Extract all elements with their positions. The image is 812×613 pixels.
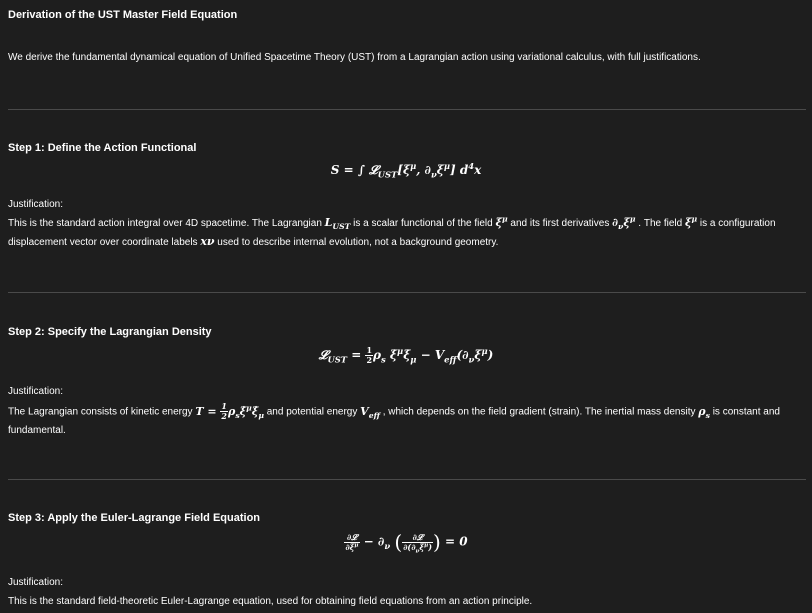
step-1-justification-label: Justification: bbox=[8, 199, 64, 210]
intro-paragraph: We derive the fundamental dynamical equation of Unified Spacetime Theory (UST) from a Lagrangian action using variational calculus, with full justifications. bbox=[8, 52, 701, 63]
euler-lagrange-equation: $\frac{\text{∂𝓛}}{\partial\xi^\mu}$ − $\partial_\nu$ ( $\frac{\text{∂𝓛}}{\partial(\partial_\nu\xi^\mu)}$ ) = 0 bbox=[345, 530, 468, 555]
divider bbox=[8, 292, 806, 293]
lagrangian-density-equation: 𝓛$_{UST}$ = $\frac{1}{2}$ $\rho_s$ $\xi̇^\mu\xi̇_\mu - V_{eff}(\partial_\nu\xi^\mu)$ bbox=[318, 345, 494, 365]
step-2-heading: Step 2: Specify the Lagrangian Density bbox=[8, 326, 212, 338]
step-2-justification-text: The Lagrangian consists of kinetic energy T = $\frac{1}{2}$ $\rho_s\xi̇^\mu\xi̇_\mu$ and potential energy $V_{eff}$ , which depends on the field gradient (strain). The inertial mass density $\rho_s$ is constant and fundamental. bbox=[8, 401, 780, 436]
divider bbox=[8, 109, 806, 110]
page-title: Derivation of the UST Master Field Equation bbox=[8, 9, 238, 21]
step-3-justification-text: This is the standard field-theoretic Euler-Lagrange equation, used for obtaining field equations from an action principle. bbox=[8, 596, 533, 607]
step-1-heading: Step 1: Define the Action Functional bbox=[8, 142, 197, 154]
divider bbox=[8, 479, 806, 480]
step-2-justification-label: Justification: bbox=[8, 386, 64, 397]
action-functional-equation: S = ∫ $𝓛_{UST}[\xi^\mu$, $\partial_\nu\xi^\mu$] $d^4x$ bbox=[330, 161, 482, 180]
step-1-justification-text: This is the standard action integral over 4D spacetime. The Lagrangian $L_{UST}$ is a scalar functional of the field $\xi^\mu$ and its first derivatives $\partial_\nu\xi^\mu$ . The field $\xi^\mu$ is a configuration displacement vector over coordinate labels xν used to describe internal evolution, not a background geometry. bbox=[8, 214, 776, 248]
step-3-justification-label: Justification: bbox=[8, 577, 64, 588]
step-3-heading: Step 3: Apply the Euler-Lagrange Field Equation bbox=[8, 512, 261, 524]
